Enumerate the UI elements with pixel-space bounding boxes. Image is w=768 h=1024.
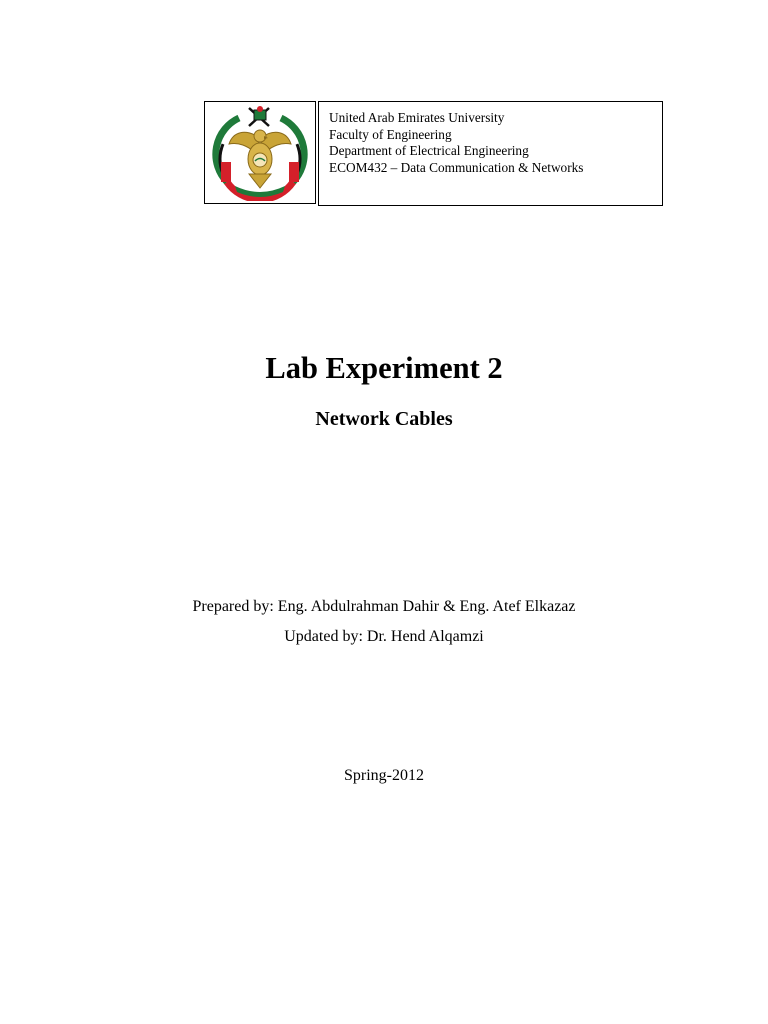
uaeu-emblem-icon bbox=[209, 104, 311, 201]
document-title: Lab Experiment 2 bbox=[265, 351, 503, 385]
prepared-by: Prepared by: Eng. Abdulrahman Dahir & Eng. Atef Elkazaz bbox=[192, 598, 576, 615]
department-name: Department of Electrical Engineering bbox=[329, 143, 529, 158]
university-info-cell bbox=[318, 101, 663, 206]
document-subtitle: Network Cables bbox=[315, 408, 453, 430]
header-table bbox=[204, 101, 663, 206]
university-name: United Arab Emirates University bbox=[329, 110, 505, 125]
course-name: ECOM432 – Data Communication & Networks bbox=[329, 159, 584, 175]
updated-by: Updated by: Dr. Hend Alqamzi bbox=[284, 628, 484, 645]
semester: Spring-2012 bbox=[344, 767, 424, 784]
logo-cell bbox=[204, 101, 316, 204]
faculty-name: Faculty of Engineering bbox=[329, 126, 452, 142]
